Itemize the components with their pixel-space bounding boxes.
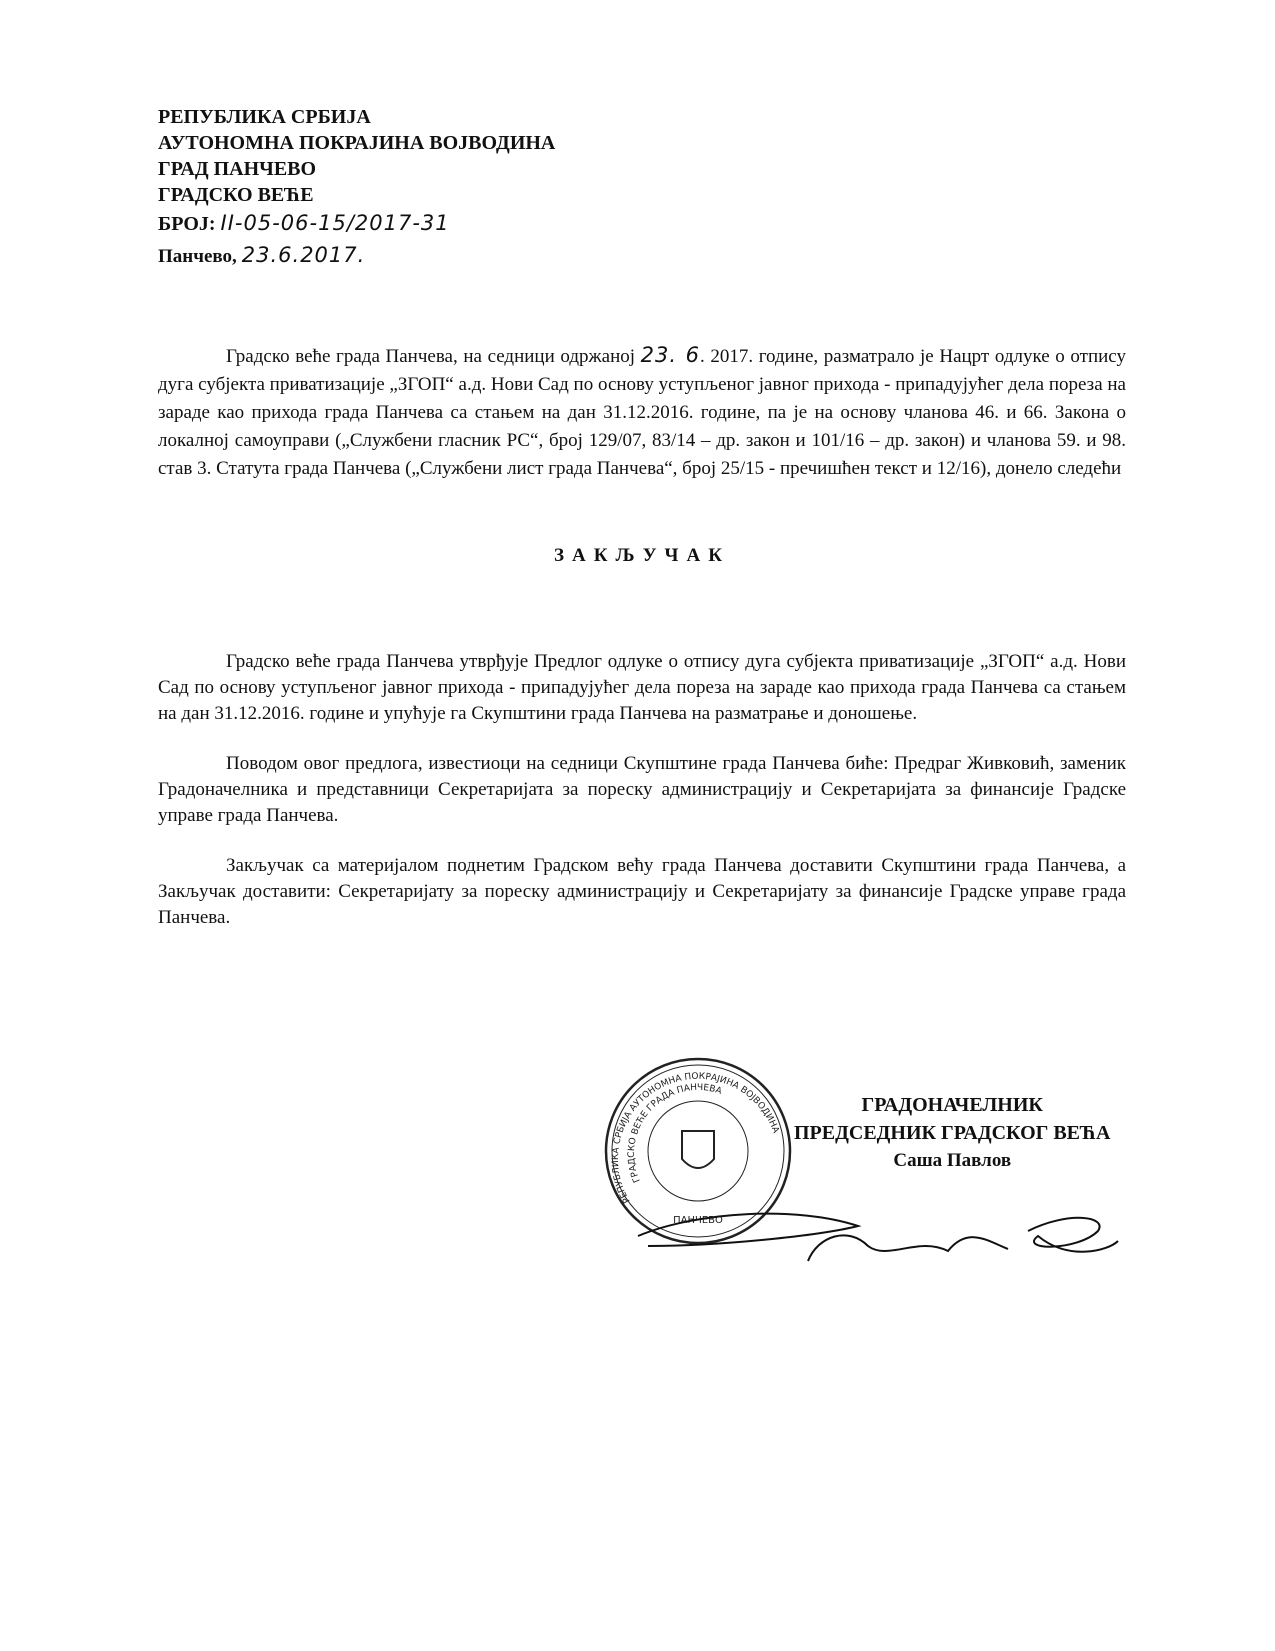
header-line-republic: РЕПУБЛИКА СРБИЈА <box>158 106 371 128</box>
intro-paragraph: Градско веће града Панчева, на седници одржаној 23. 6. 2017. године, разматрало је Нацрт одлуке о отпису дуга субјекта приватизације „ЗГОП“ а.д. Нови Сад по основу уступљеног јавног прихода - припадујућег дела пореза на зараде као прихода града Панчева са стањем на дан 31.12.2016. године, па је на основу чланова 46. и 66. Закона о локалној самоуправи („Службени гласник РС“, број 129/07, 83/14 – др. закон и 101/16 – др. закон) и чланова 59. и 98. став 3. Статута града Панчева („Службени лист града Панчева“, број 25/15 - пречишћен текст и 12/16), донело следећи <box>158 343 1127 479</box>
document-number: БРОЈ: II-05-06-15/2017-31 <box>158 211 450 235</box>
document-date: Панчево, 23.6.2017. <box>158 243 366 267</box>
signatory-name: Саша Павлов <box>893 1150 1012 1171</box>
signatory-title-president: ПРЕДСЕДНИК ГРАДСКОГ ВЕЋА <box>794 1122 1111 1144</box>
conclusion-paragraph-1: Градско веће града Панчева утврђује Предлог одлуке о отпису дуга субјекта приватизације „ЗГОП“ а.д. Нови Сад по основу уступљеног јавног прихода - припадујућег дела пореза на зараде као прихода града Панчева са стањем на дан 31.12.2016. године и упућује га Скупштини града Панчева на разматрање и доношење. <box>158 651 1127 724</box>
handwritten-signature <box>628 1201 1128 1271</box>
stamp-outer-text: РЕПУБЛИКА СРБИЈА АУТОНОМНА ПОКРАЈИНА ВОЈВОДИНА <box>610 1071 781 1205</box>
signatory <box>794 1091 1110 1175</box>
signature-block <box>158 1051 1126 1291</box>
handwritten-number: II-05-06-15/2017-31 <box>220 211 450 235</box>
header-line-province: АУТОНОМНА ПОКРАЈИНА ВОЈВОДИНА <box>158 132 556 154</box>
stamp-inner-text: ГРАДСКО ВЕЋЕ ГРАДА ПАНЧЕВА <box>626 1082 723 1184</box>
signatory-title-mayor: ГРАДОНАЧЕЛНИК <box>861 1094 1043 1116</box>
stamp-bottom-text: ПАНЧЕВО <box>673 1215 723 1226</box>
handwritten-date: 23.6.2017. <box>241 243 366 267</box>
conclusion-paragraph-3: Закључак са материјалом поднетим Градском већу града Панчева доставити Скупштини града Панчева, а Закључак доставити: Секретаријату за пореску администрацију и Секретаријату за финансије Градске управе града Панчева. <box>158 855 1127 928</box>
document-header <box>158 104 1126 273</box>
header-line-city: ГРАД ПАНЧЕВО <box>158 158 317 180</box>
handwritten-session-date: 23. 6 <box>640 343 700 367</box>
document-title: ЗАКЉУЧАК <box>554 545 730 566</box>
conclusion-paragraph-2: Поводом овог предлога, известиоци на седници Скупштине града Панчева биће: Предраг Живковић, заменик Градоначелника и представници Секретаријата за пореску администрацију и Секретаријата за финансије Градске управе града Панчева. <box>158 753 1127 826</box>
coat-of-arms-icon <box>682 1131 714 1168</box>
header-line-council: ГРАДСКО ВЕЋЕ <box>158 184 314 206</box>
